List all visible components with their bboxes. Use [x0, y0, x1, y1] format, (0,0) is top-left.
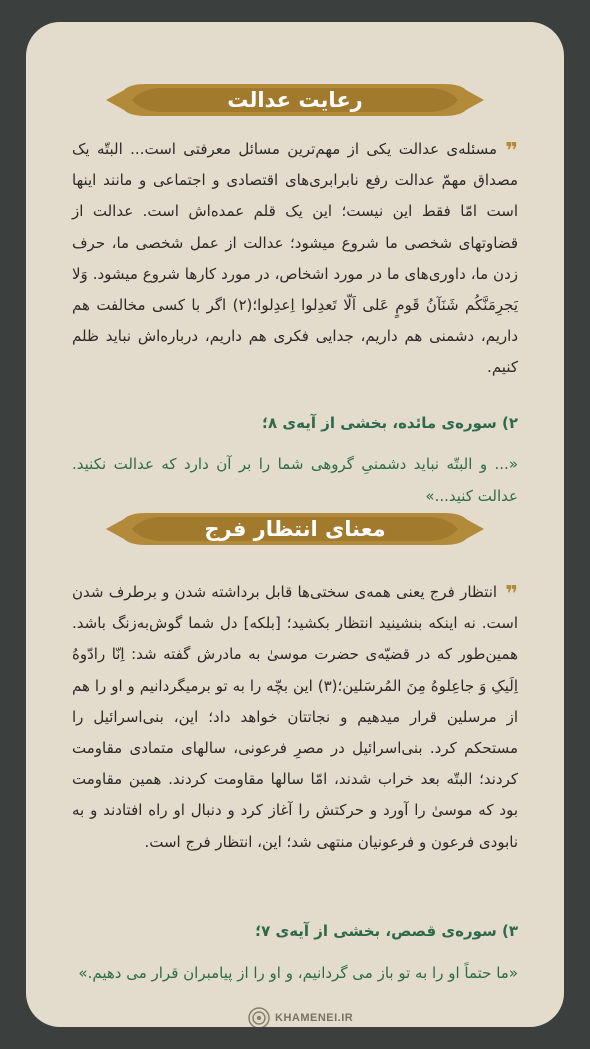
- quote-marks-icon: ❞: [505, 139, 518, 164]
- verse-translation: «... و البتّه نباید دشمنیِ گروهی شما را بر آن دارد که عدالت نکنید. عدالت کنید...»: [72, 455, 518, 505]
- quote-marks-icon: ❞: [505, 582, 518, 607]
- section-title-banner: [106, 80, 484, 120]
- section-title-banner: [106, 509, 484, 549]
- verse-reference: ۲) سوره‌ی مائده، بخشی از آیه‌ی ۸؛: [262, 414, 518, 432]
- paragraph-text: انتظار فرج یعنی همه‌ی سختی‌ها قابل برداشته شدن و برطرف شدن است. نه اینکه بنشینید انتظار بکشید؛ [بلکه] دل شما گوش‌به‌زنگ باشد. همین‌طور که در قضیّه‌ی حضرت موسیٰ به مادرش گفته شد: اِنّا رادّوهُ اِلَیکِ وَ جاعِلوهُ مِنَ المُرسَلین؛(۳) این بچّه را به تو برمیگردانیم و او را هم از مرسلین قرار میدهیم و نجاتتان خواهد داد؛ این، بنی‌اسرائیل را مستحکم کرد. بنی‌اسرائیل در مصرِ فرعونی، سالهای متمادی مقاومت کردند؛ البتّه بعد خراب شدند، امّا سالها مقاومت کردند. همین مقاومت بود که موسیٰ را آورد و حرکتش را آغاز کرد و دنبال او راه افتادند و به نابودی فرعون و فرعونیان منتهی شد؛ این، انتظار فرج است.: [72, 583, 518, 851]
- verse-translation: «ما حتماً او را به تو باز می گردانیم، و او را از پیامبران قرار می دهیم.»: [78, 964, 518, 982]
- content-card: [26, 22, 564, 1027]
- section-title: رعایت عدالت: [227, 88, 363, 112]
- site-name: KHAMENEI.IR: [275, 1012, 354, 1024]
- khamenei-logo-icon: [248, 1007, 270, 1027]
- site-footer: [248, 1007, 353, 1027]
- section-paragraph: [72, 134, 518, 384]
- section-paragraph: [72, 577, 518, 858]
- verse-reference: ۳) سوره‌ی قصص، بخشی از آیه‌ی ۷؛: [255, 922, 518, 940]
- section-title: معنای انتظار فرج: [204, 517, 386, 541]
- paragraph-text: مسئله‌ی عدالت یکی از مهم‌ترین مسائل معرفتی است... البتّه یک مصداق مهمّ عدالت رفع نابرابری‌های اقتصادی و اجتماعی و مانند اینها است امّا فقط این نیست؛ این یک قلم عمده‌اش است. عدالت از قضاوتهای شخصی ما شروع میشود؛ عدالت از عمل شخصی ما، حرف زدن ما، داوری‌های ما در مورد اشخاص، در مورد کارها شروع میشود. وَلا یَجرِمَنَّکُم شَنَآنُ قَومٍ عَلی اَلّا تَعدِلوا اِعدِلوا؛(۲) اگر با کسی مخالفت هم داریم، دشمنی هم داریم، جدایی فکری هم داریم، درباره‌اش نباید ظلم کنیم.: [72, 140, 519, 377]
